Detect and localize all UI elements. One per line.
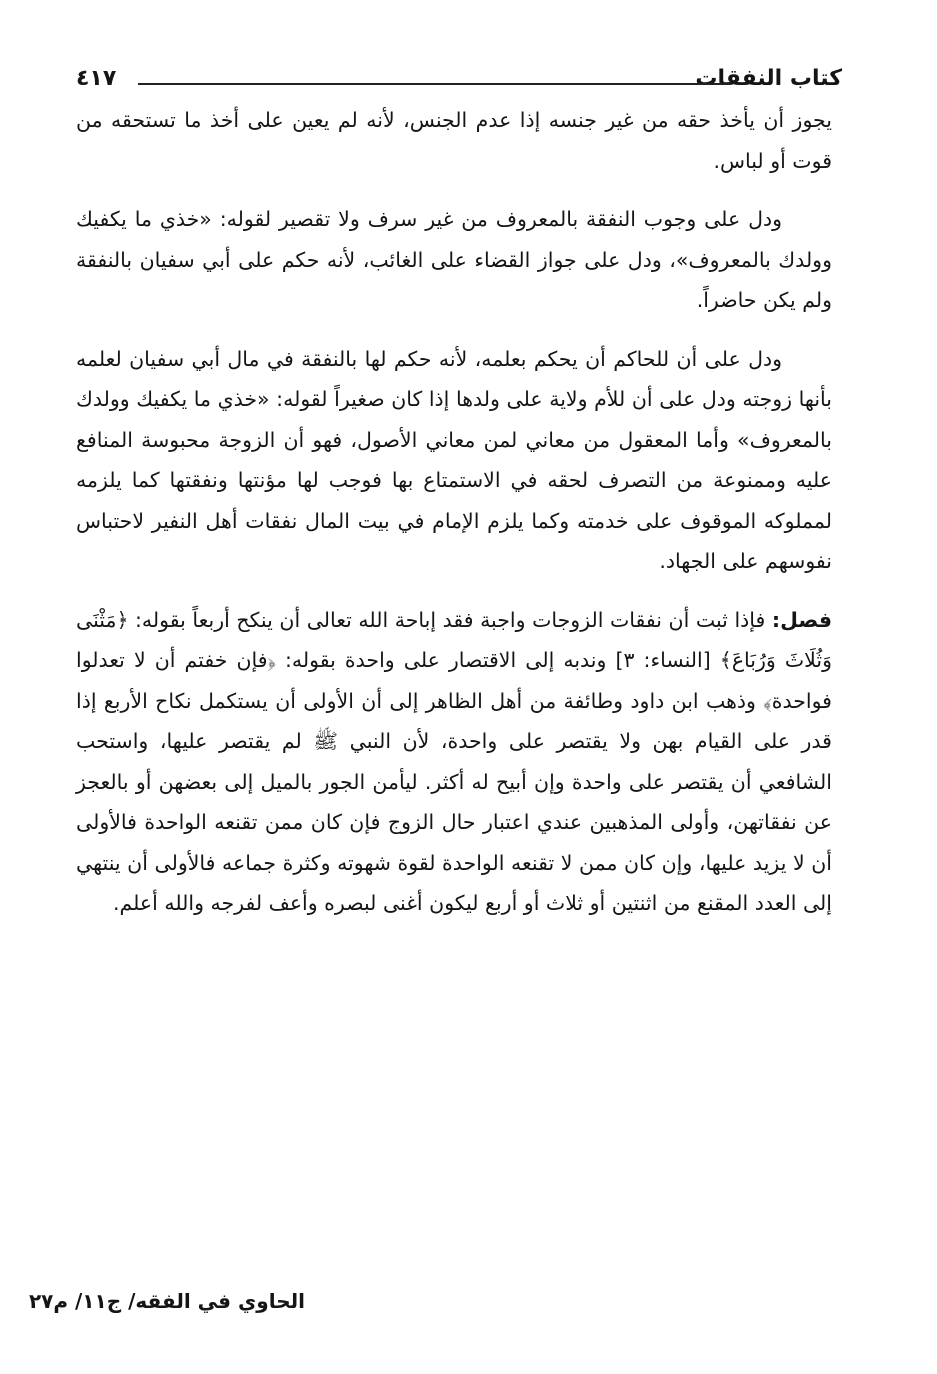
section-paragraph	[76, 600, 832, 924]
page-number: ٤١٧	[76, 66, 117, 91]
paragraph: ودل على وجوب النفقة بالمعروف من غير سرف ولا تقصير لقوله: «خذي ما يكفيك وولدك بالمعروف»، ودل على جواز القضاء على الغائب، لأنه حكم على أبي سفيان بالنفقة ولم يكن حاضراً.	[76, 207, 832, 312]
chapter-title: كتاب النفقات	[695, 66, 842, 91]
body-text	[76, 100, 832, 942]
section-text: فإذا ثبت أن نفقات الزوجات واجبة فقد إباحة الله تعالى أن ينكح أربعاً بقوله: ﴿مَثْنَى وَثُلَاثَ وَرُبَاعَ﴾ [النساء: ٣] وندبه إلى الاقتصار على واحدة بقوله: ﴿فإن خفتم أن لا تعدلوا فواحدة﴾ وذهب ابن داود وطائفة من أهل الظاهر إلى أن الأولى أن يستكمل نكاح الأربع إذا قدر على القيام بهن ولا يقتصر على واحدة، لأن النبي ﷺ لم يقتصر عليها، واستحب الشافعي أن يقتصر على واحدة وإن أبيح له أكثر. ليأمن الجور بالميل إلى بعضهن أو بالعجز عن نفقاتهن، وأولى المذهبين عندي اعتبار حال الزوج فإن كان ممن تقنعه الواحدة فالأولى أن لا يزيد عليها، وإن كان ممن لا تقنعه الواحدة لقوة شهوته وكثرة جماعه فالأولى أن ينتهي إلى العدد المقنع من اثنتين أو ثلاث أو أربع ليكون أغنى لبصره وأعف لفرجه والله أعلم.	[76, 607, 833, 915]
paragraph: ودل على أن للحاكم أن يحكم بعلمه، لأنه حكم لها بالنفقة في مال أبي سفيان لعلمه بأنها زوجته ودل على أن للأم ولاية على ولدها إذا كان صغيراً لقوله: «خذي ما يكفيك وولدك بالمعروف» وأما المعقول من معاني لمن معاني الأصول، فهو أن الزوجة محبوسة المنافع عليه وممنوعة من التصرف لحقه في الاستمتاع بها فوجب لها مؤنتها ونفقتها كما يلزمه لمملوكه الموقوف على خدمته وكما يلزم الإمام في بيت المال نفقات أهل النفير لاحتباس نفوسهم على الجهاد.	[76, 346, 832, 573]
page-footer: الحاوي في الفقه/ ج١١/ م٢٧	[28, 1289, 305, 1313]
page-header	[76, 62, 842, 96]
paragraph: يجوز أن يأخذ حقه من غير جنسه إذا عدم الجنس، لأنه لم يعين على أخذ ما تستحقه من قوت أو لباس.	[76, 108, 832, 173]
section-label: فصل:	[771, 607, 832, 632]
header-rule	[138, 83, 730, 85]
